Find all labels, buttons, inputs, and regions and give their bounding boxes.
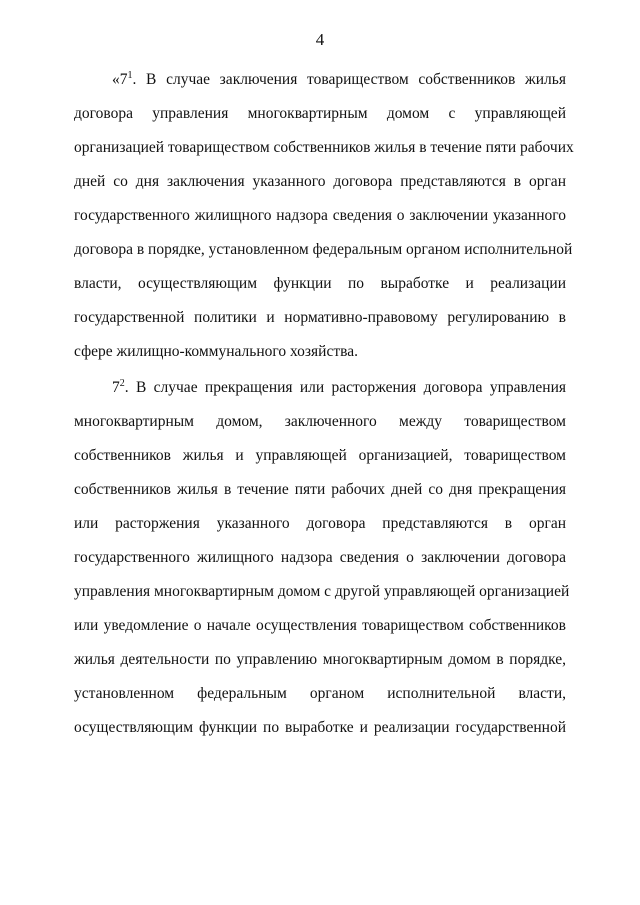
paragraph-line: власти, осуществляющим функции по выработке и реализации (74, 275, 566, 292)
page-number: 4 (315, 30, 325, 49)
clause-superscript: 1 (127, 70, 133, 81)
paragraph-line: осуществляющим функции по выработке и реализации государственной (74, 719, 566, 736)
paragraph-line: многоквартирным домом, заключенного между товариществом (74, 413, 566, 430)
paragraph-line: собственников жилья и управляющей организацией, товариществом (74, 447, 566, 464)
clause-prefix: 7 (112, 379, 120, 396)
paragraph-line: «$7^1$. В случае заключения товариществом собственников жилья (112, 70, 566, 88)
paragraph-line: договора управления многоквартирным домом с управляющей (74, 105, 566, 122)
paragraph-line: государственного жилищного надзора сведения о заключении указанного (74, 207, 566, 224)
paragraph-line: управления многоквартирным домом с другой управляющей организацией (74, 583, 570, 600)
paragraph-line: или уведомление о начале осуществления товариществом собственников (74, 617, 566, 634)
paragraph-line: жилья деятельности по управлению многоквартирным домом в порядке, (74, 651, 566, 668)
paragraph-line: организацией товариществом собственников жилья в течение пяти рабочих (74, 139, 574, 156)
paragraph-line: государственного жилищного надзора сведения о заключении договора (74, 549, 566, 566)
clause-superscript: 2 (119, 378, 125, 389)
paragraph-line: договора в порядке, установленном федеральным органом исполнительной (74, 241, 573, 258)
paragraph-line: или расторжения указанного договора представляются в орган (74, 515, 566, 532)
clause-prefix: «7 (112, 71, 128, 88)
paragraph-line: сфере жилищно-коммунального хозяйства. (74, 343, 358, 360)
paragraph-line: установленном федеральным органом исполнительной власти, (74, 685, 566, 702)
paragraph-line: государственной политики и нормативно-правовому регулированию в (74, 309, 566, 326)
paragraph-line: дней со дня заключения указанного договора представляются в орган (74, 173, 566, 190)
paragraph-line: собственников жилья в течение пяти рабочих дней со дня прекращения (74, 481, 566, 498)
paragraph-line: $7^2$. В случае прекращения или расторжения договора управления (112, 378, 566, 396)
